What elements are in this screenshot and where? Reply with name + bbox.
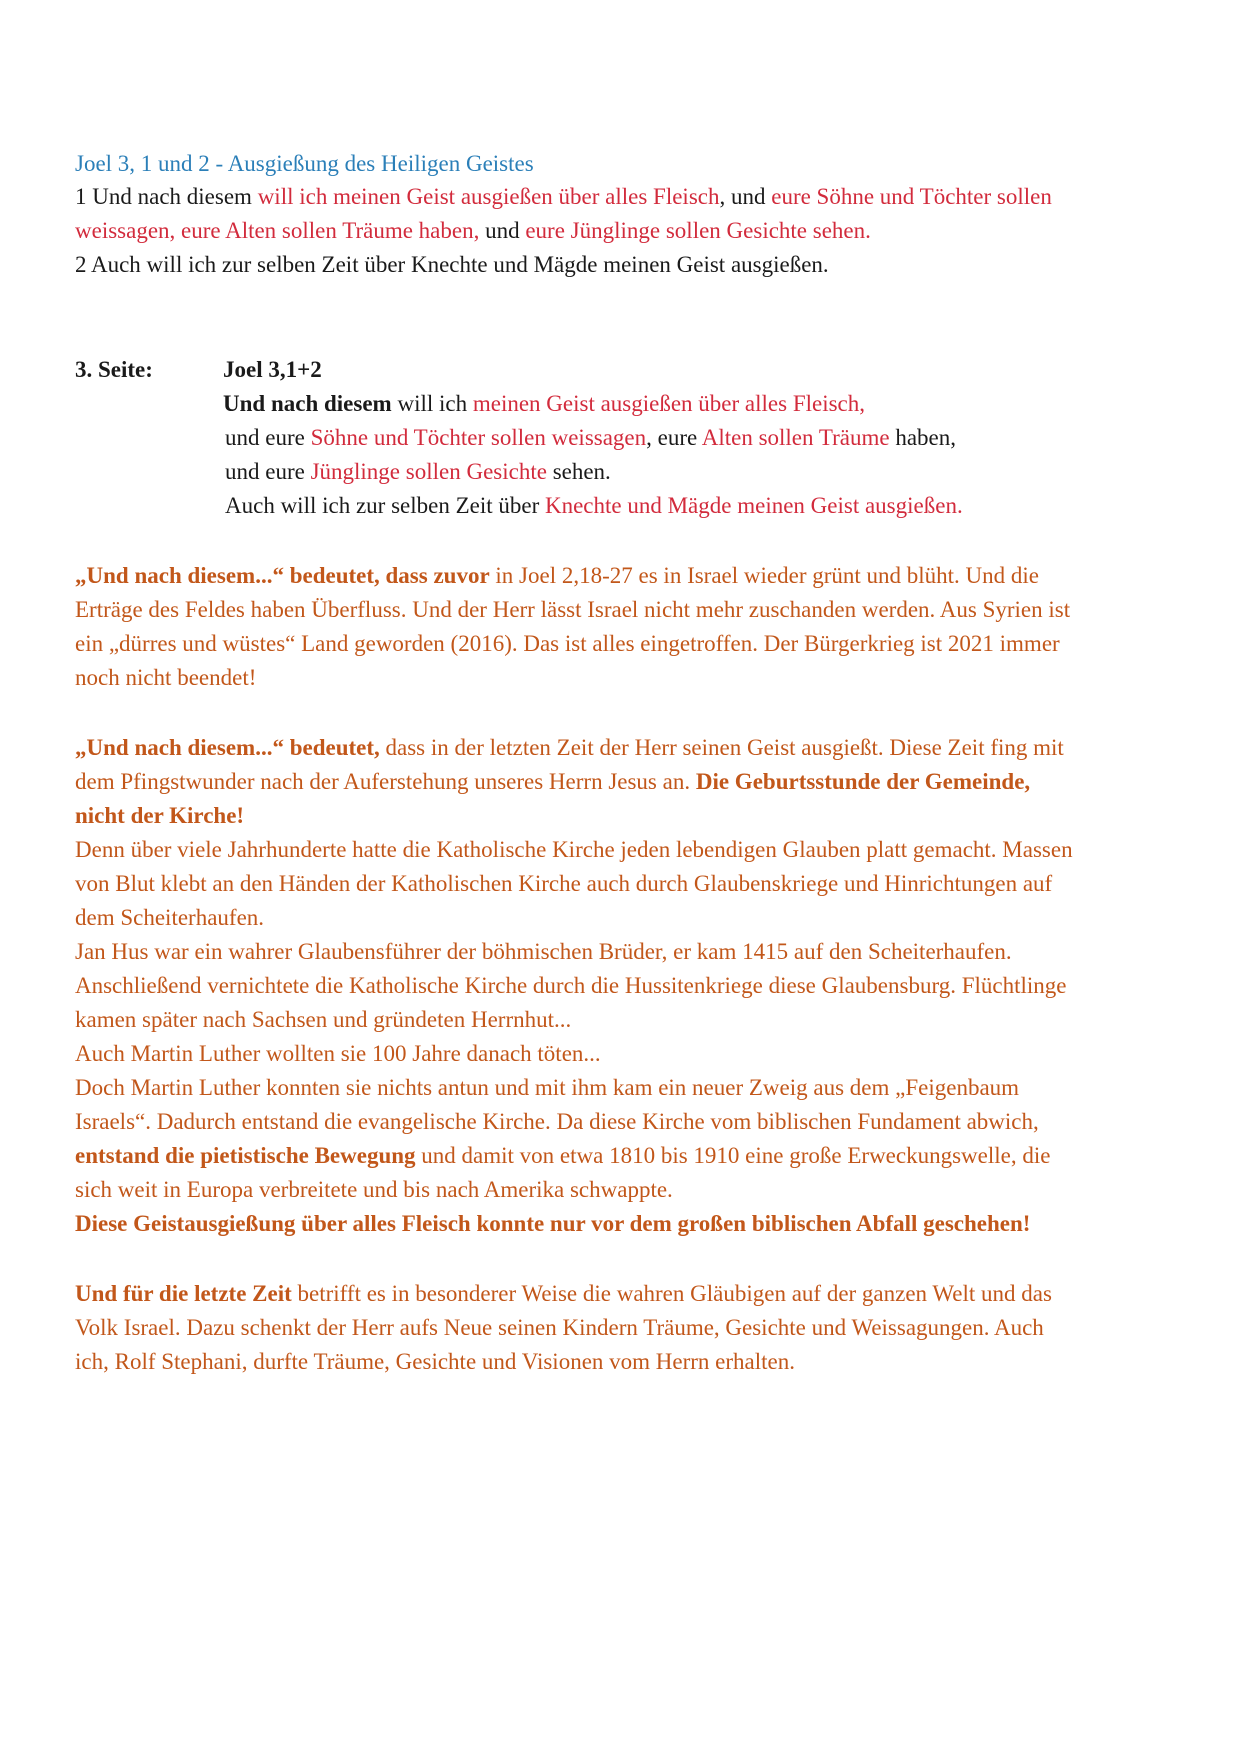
quote-bold: Und nach diesem <box>223 391 392 416</box>
quote-line-3 <box>225 455 611 489</box>
commentary-bold: Und für die letzte Zeit <box>75 1281 292 1306</box>
commentary-text: dem Pfingstwunder nach der Auferstehung unseres Herrn Jesus an. <box>75 769 696 794</box>
quote-highlight: Knechte und Mägde meinen Geist ausgießen. <box>544 493 963 518</box>
commentary-2-line-7: Jan Hus war ein wahrer Glaubensführer der böhmischen Brüder, er kam 1415 auf den Scheiterhaufen. <box>75 939 1012 964</box>
page-label: 3. Seite: <box>75 357 153 382</box>
commentary-2-line-10: Auch Martin Luther wollten sie 100 Jahre danach töten... <box>75 1041 601 1066</box>
commentary-2-line-13 <box>75 1139 1050 1173</box>
commentary-1-line-3: ein „dürres und wüstes“ Land geworden (2016). Das ist alles eingetroffen. Der Bürgerkrieg ist 2021 immer <box>75 631 1060 656</box>
quote-text: , eure <box>646 425 702 450</box>
quote-text: und eure <box>225 459 311 484</box>
quote-text: und eure <box>225 425 311 450</box>
verse-text: , und <box>719 184 772 209</box>
commentary-2-line-8: Anschließend vernichtete die Katholische Kirche durch die Hussitenkriege diese Glaubensburg. Flüchtlinge <box>75 973 1067 998</box>
commentary-1-line-4: noch nicht beendet! <box>75 665 257 690</box>
commentary-2-line-14: sich weit in Europa verbreitete und bis nach Amerika schwappte. <box>75 1177 673 1202</box>
quote-highlight: Alten sollen Träume <box>701 425 890 450</box>
verse-text: und <box>479 218 526 243</box>
commentary-2-line-12: Israels“. Dadurch entstand die evangelische Kirche. Da diese Kirche vom biblischen Fundament abwich, <box>75 1109 1039 1134</box>
verse-1-line-1 <box>75 180 1052 214</box>
verse-2: 2 Auch will ich zur selben Zeit über Knechte und Mägde meinen Geist ausgießen. <box>75 252 829 277</box>
quote-text: haben, <box>889 425 956 450</box>
verse-highlight: eure Jünglinge sollen Gesichte sehen. <box>525 218 871 243</box>
quote-highlight: meinen Geist ausgießen über alles Fleisch, <box>472 391 866 416</box>
commentary-2-line-11: Doch Martin Luther konnten sie nichts antun und mit ihm kam ein neuer Zweig aus dem „Feigenbaum <box>75 1075 1020 1100</box>
commentary-bold: entstand die pietistische Bewegung <box>75 1143 416 1168</box>
commentary-2-line-9: kamen später nach Sachsen und gründeten Herrnhut... <box>75 1007 572 1032</box>
commentary-2-line-15: Diese Geistausgießung über alles Fleisch konnte nur vor dem großen biblischen Abfall geschehen! <box>75 1211 1031 1236</box>
quote-text: will ich <box>391 391 473 416</box>
quote-line-2 <box>225 421 956 455</box>
commentary-bold: „Und nach diesem...“ bedeutet, dass zuvor <box>75 563 490 588</box>
commentary-bold: Die Geburtsstunde der Gemeinde, <box>695 769 1031 794</box>
commentary-1-line-2: Erträge des Feldes haben Überfluss. Und der Herr lässt Israel nicht mehr zuschanden werden. Aus Syrien ist <box>75 597 1071 622</box>
commentary-3-line-3: ich, Rolf Stephani, durfte Träume, Gesichte und Visionen vom Herrn erhalten. <box>75 1349 795 1374</box>
quote-text: Auch will ich zur selben Zeit über <box>225 493 545 518</box>
commentary-text: in Joel 2,18-27 es in Israel wieder grünt und blüht. Und die <box>489 563 1040 588</box>
verse-highlight: will ich meinen Geist ausgießen über alles Fleisch <box>257 184 720 209</box>
quote-text: sehen. <box>546 459 611 484</box>
commentary-1-line-1 <box>75 559 1039 593</box>
verse-1-line-2 <box>75 214 871 248</box>
commentary-2-line-6: dem Scheiterhaufen. <box>75 905 265 930</box>
commentary-2-line-1 <box>75 731 1064 765</box>
commentary-bold: „Und nach diesem...“ bedeutet, <box>75 735 380 760</box>
commentary-3-line-1 <box>75 1277 1052 1311</box>
verse-text: 1 Und nach diesem <box>75 184 258 209</box>
quote-line-4 <box>225 489 963 523</box>
commentary-text: und damit von etwa 1810 bis 1910 eine große Erweckungswelle, die <box>415 1143 1051 1168</box>
commentary-3-line-2: Volk Israel. Dazu schenkt der Herr aufs Neue seinen Kindern Träume, Gesichte und Weissagungen. Auch <box>75 1315 1044 1340</box>
quote-highlight: Söhne und Töchter sollen weissagen <box>310 425 647 450</box>
verse-reference: Joel 3,1+2 <box>223 357 322 382</box>
commentary-text: betrifft es in besonderer Weise die wahren Gläubigen auf der ganzen Welt und das <box>291 1281 1052 1306</box>
commentary-text: dass in der letzten Zeit der Herr seinen Geist ausgießt. Diese Zeit fing mit <box>379 735 1064 760</box>
quote-line-1 <box>223 387 865 421</box>
commentary-2-line-4: Denn über viele Jahrhunderte hatte die Katholische Kirche jeden lebendigen Glauben platt gemacht. Massen <box>75 837 1073 862</box>
verse-highlight: eure Söhne und Töchter sollen <box>771 184 1052 209</box>
commentary-2-line-3: nicht der Kirche! <box>75 803 245 828</box>
commentary-2-line-2 <box>75 765 1030 799</box>
section-title: Joel 3, 1 und 2 - Ausgießung des Heiligen Geistes <box>75 151 534 176</box>
quote-highlight: Jünglinge sollen Gesichte <box>310 459 547 484</box>
commentary-2-line-5: von Blut klebt an den Händen der Katholischen Kirche auch durch Glaubenskriege und Hinrichtungen auf <box>75 871 1053 896</box>
verse-highlight: weissagen, eure Alten sollen Träume haben, <box>75 218 480 243</box>
